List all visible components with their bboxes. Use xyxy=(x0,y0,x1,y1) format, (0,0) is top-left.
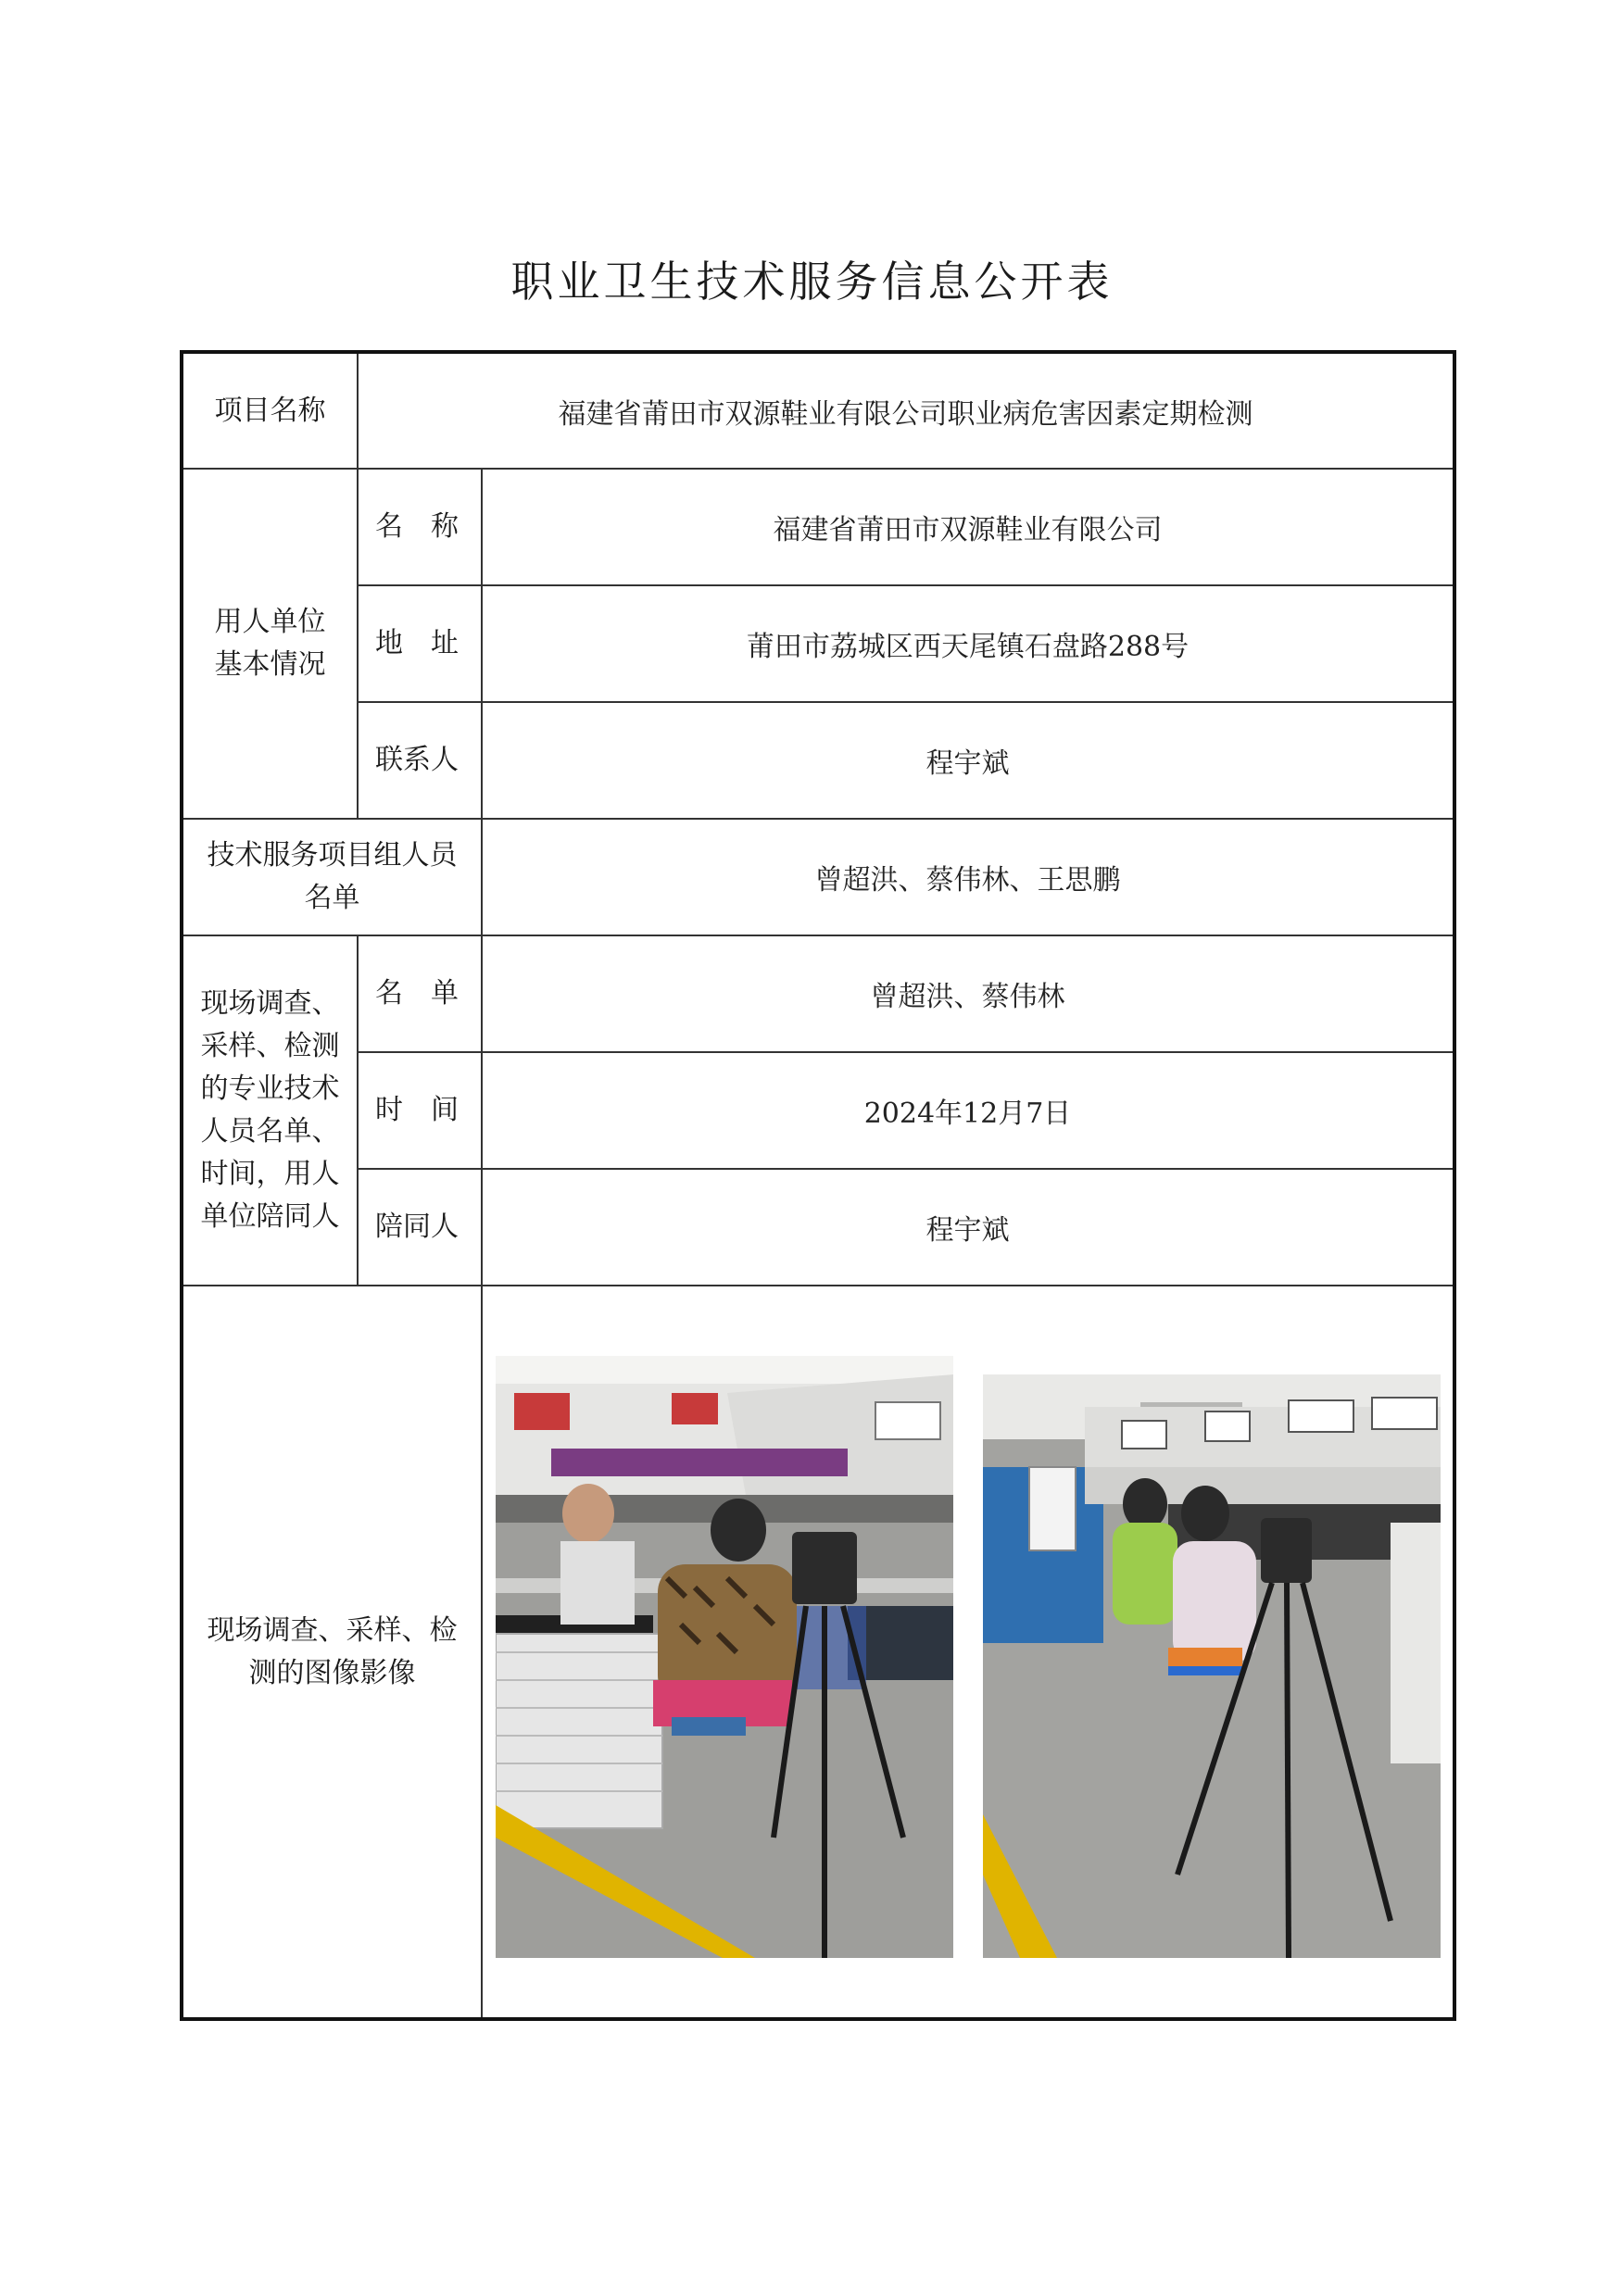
survey-label-line: 现场调查、 xyxy=(200,987,340,1020)
row-survey-time xyxy=(182,1052,1454,1169)
info-table xyxy=(180,350,1456,2021)
row-images xyxy=(182,1286,1454,2019)
survey-label-line: 采样、检测 xyxy=(200,1030,340,1062)
survey-list-value: 曾超洪、蔡伟林 xyxy=(482,935,1454,1052)
survey-time-value: 2024年12月7日 xyxy=(482,1052,1454,1169)
employer-address-value: 莆田市荔城区西天尾镇石盘路288号 xyxy=(482,585,1454,702)
row-survey-list xyxy=(182,935,1454,1052)
team-label-line2: 名单 xyxy=(304,882,360,914)
team-label-line1: 技术服务项目组人员 xyxy=(207,839,458,872)
employer-label-line1: 用人单位 xyxy=(214,606,326,638)
survey-label-line: 人员名单、 xyxy=(200,1115,340,1148)
row-team xyxy=(182,819,1454,935)
survey-label-line: 单位陪同人 xyxy=(200,1200,340,1233)
employer-contact-label: 联系人 xyxy=(358,702,482,819)
survey-time-label: 时 间 xyxy=(358,1052,482,1169)
images-label xyxy=(182,1286,482,2019)
employer-label-line2: 基本情况 xyxy=(214,648,326,681)
images-label-line2: 测的图像影像 xyxy=(248,1656,416,1689)
employer-name-value: 福建省莆田市双源鞋业有限公司 xyxy=(482,469,1454,585)
team-label xyxy=(182,819,482,935)
survey-label-line: 时间，用人 xyxy=(200,1158,340,1190)
photo-gallery xyxy=(483,1347,1453,1958)
row-employer-name xyxy=(182,469,1454,585)
page-title: 职业卫生技术服务信息公开表 xyxy=(510,257,1114,307)
survey-list-label: 名 单 xyxy=(358,935,482,1052)
employer-label xyxy=(182,469,358,819)
row-project-name xyxy=(182,352,1454,469)
row-employer-contact xyxy=(182,702,1454,819)
survey-escort-label: 陪同人 xyxy=(358,1169,482,1286)
survey-escort-value: 程宇斌 xyxy=(482,1169,1454,1286)
project-name-label: 项目名称 xyxy=(182,352,358,469)
images-cell xyxy=(482,1286,1454,2019)
survey-label xyxy=(182,935,358,1286)
images-label-line1: 现场调查、采样、检 xyxy=(207,1613,458,1647)
employer-address-label: 地 址 xyxy=(358,585,482,702)
employer-name-label: 名 称 xyxy=(358,469,482,585)
row-employer-address xyxy=(182,585,1454,702)
row-survey-escort xyxy=(182,1169,1454,1286)
project-name-value: 福建省莆田市双源鞋业有限公司职业病危害因素定期检测 xyxy=(358,352,1454,469)
site-photo-2 xyxy=(983,1356,1441,1958)
survey-label-line: 的专业技术 xyxy=(200,1073,340,1105)
team-value: 曾超洪、蔡伟林、王思鹏 xyxy=(482,819,1454,935)
site-photo-1 xyxy=(496,1356,953,1958)
employer-contact-value: 程宇斌 xyxy=(482,702,1454,819)
